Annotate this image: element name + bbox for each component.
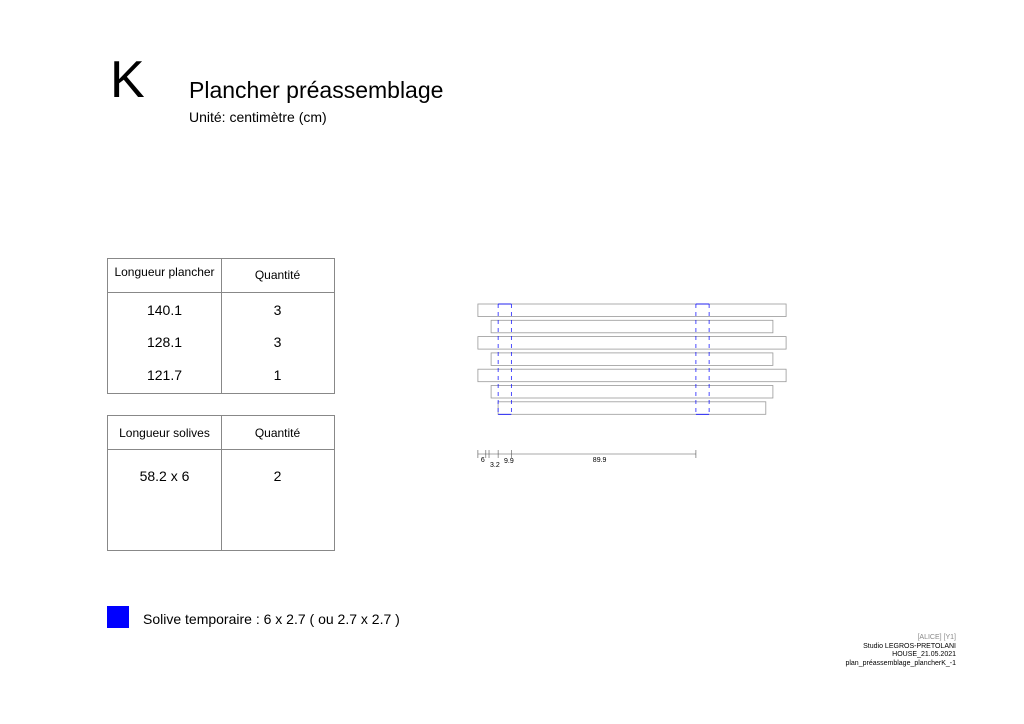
- solives-length-header: Longueur solives: [119, 426, 210, 440]
- plancher-length-cell: 121.7: [146, 367, 183, 383]
- floor-board: [478, 304, 786, 317]
- floor-board: [478, 369, 786, 382]
- dimension-label: 6: [480, 457, 485, 464]
- legend-label: Solive temporaire : 6 x 2.7 ( ou 2.7 x 2.7 ): [143, 611, 400, 627]
- dimension-label: 3.2: [490, 462, 500, 469]
- plancher-qty-cell: 3: [273, 302, 282, 318]
- page-title: Plancher préassemblage: [189, 77, 444, 103]
- title-block: [845, 634, 956, 668]
- plancher-length-cell: 140.1: [146, 302, 183, 318]
- sheet-letter: K: [110, 51, 145, 109]
- footer-studio: Studio LEGROS-PRETOLANI: [863, 642, 956, 650]
- legend-swatch: [107, 606, 129, 628]
- solives-table: [107, 415, 335, 551]
- unit-subtitle: Unité: centimètre (cm): [189, 109, 327, 125]
- dimension-line: [478, 450, 696, 469]
- plancher-qty-header: Quantité: [254, 268, 301, 282]
- solives-qty-header: Quantité: [254, 426, 301, 440]
- floor-boards: [478, 304, 786, 414]
- plancher-length-cell: 128.1: [146, 334, 183, 350]
- dimension-label: 89.9: [592, 457, 607, 464]
- dimension-label: 9.9: [504, 458, 514, 465]
- plancher-qty-cell: 3: [273, 334, 282, 350]
- floor-board: [478, 337, 786, 350]
- solives-qty-cell: 2: [273, 468, 282, 484]
- solives-length-cell: 58.2 x 6: [139, 468, 190, 484]
- footer-file: plan_préassemblage_plancherK_-1: [845, 659, 956, 667]
- plancher-qty-cell: 1: [273, 367, 282, 383]
- footer-project: HOUSE_21.05.2021: [892, 651, 956, 658]
- floor-board: [491, 386, 773, 399]
- floor-board: [491, 353, 773, 366]
- plancher-table: [107, 258, 335, 394]
- footer-ref: [ALICE] [Y1]: [917, 634, 956, 641]
- plancher-length-header: Longueur plancher: [114, 265, 215, 279]
- floor-board: [491, 320, 773, 333]
- floor-board: [498, 402, 766, 415]
- floor-plan-drawing: [470, 295, 800, 475]
